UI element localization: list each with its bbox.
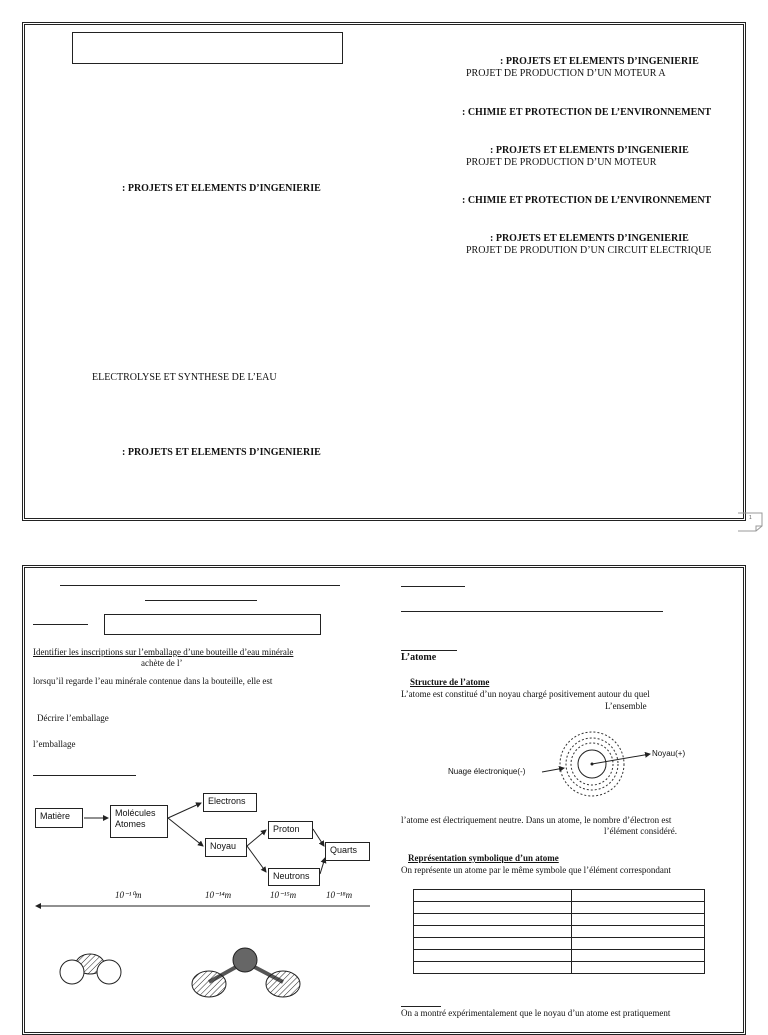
molecule-h2o-small-icon [55,950,125,990]
atome-title: L’atome [401,652,437,663]
right-header-line-1 [401,586,465,587]
table-cell [414,890,572,902]
noyau-label: Noyau(+) [652,749,686,758]
table-cell [414,926,572,938]
instruction-line-1 [33,647,293,657]
neutral-text-2: l’élément considéré. [604,826,677,836]
node-noyau: Noyau [205,838,247,857]
header-line-2 [145,600,257,601]
bottom-text: On a montré expérimentalement que le noyau d’un atome est pratiquement [401,1008,671,1018]
right-sub-3: PROJET DE PRODUCTION D’UN MOTEUR [466,157,657,168]
table-cell [414,914,572,926]
emballage-text: l’emballage [33,739,76,749]
node-atomes-label: Atomes [115,819,146,829]
right-heading-5: : PROJETS ET ELEMENTS D’INGENIERIE [490,233,689,244]
instruction-line-1-text: Identifier les inscriptions sur l’emballage d’une bouteille d’eau minérale [33,647,294,657]
nuage-label: Nuage électronique(-) [448,767,526,776]
structure-text: L’atome est constitué d’un noyau chargé positivement autour du quel [401,689,650,699]
table-cell [572,902,705,914]
scale-label-3: 10⁻¹⁵m [270,890,297,900]
table-cell [414,950,572,962]
neutral-text-1: l’atome est électriquement neutre. Dans un atome, le nombre d’électron est [401,815,672,825]
table-cell [572,938,705,950]
left-heading-2: : PROJETS ET ELEMENTS D’INGENIERIE [122,447,321,458]
right-heading-3: : PROJETS ET ELEMENTS D’INGENIERIE [490,145,689,156]
right-heading-1: : PROJETS ET ELEMENTS D’INGENIERIE [500,56,699,67]
atome-title-rule [401,650,457,651]
node-molecules-atomes [110,805,168,838]
node-proton: Proton [268,821,313,839]
table-cell [414,962,572,974]
header-line-3 [33,624,88,625]
scale-label-2: 10⁻¹⁴m [205,890,232,900]
right-header-line-2 [401,611,663,612]
node-neutrons: Neutrons [268,868,320,886]
node-matiere: Matière [35,808,83,828]
table-cell [414,902,572,914]
node-electrons: Electrons [203,793,257,812]
section-line [33,775,136,776]
table-row [414,938,705,950]
table-cell [572,890,705,902]
right-sub-1: PROJET DE PRODUCTION D’UN MOTEUR A [466,68,666,79]
table-cell [414,938,572,950]
ensemble-text: L’ensemble [605,701,647,711]
repr-text: On représente un atome par le même symbole que l’élément correspondant [401,865,671,875]
table-row [414,890,705,902]
table-row [414,902,705,914]
atom-diagram [440,730,710,800]
scale-label-4: 10⁻¹⁸m [326,890,353,900]
repr-heading: Représentation symbolique d’un atome [408,853,559,863]
table-cell [572,914,705,926]
electrolyse-text: ELECTROLYSE ET SYNTHESE DE L’EAU [92,372,277,383]
table-row [414,962,705,974]
table-cell [572,950,705,962]
title-box-empty [72,32,343,64]
page-number: 1 [749,515,752,521]
table-row [414,914,705,926]
node-molecules-label: Molécules [115,808,156,818]
instruction-line-2: achète de l’ [141,658,183,668]
node-quarts: Quarts [325,842,370,861]
structure-heading: Structure de l’atome [410,677,490,687]
symbol-table [413,889,705,974]
instruction-line-3: lorsqu’il regarde l’eau minérale contenue dans la bouteille, elle est [33,676,273,686]
table-row [414,926,705,938]
header-line-1 [60,585,340,586]
bottom-text-rule [401,1006,441,1007]
left-heading-1: : PROJETS ET ELEMENTS D’INGENIERIE [122,183,321,194]
right-heading-4: : CHIMIE ET PROTECTION DE L’ENVIRONNEMENT [462,195,712,206]
right-heading-2: : CHIMIE ET PROTECTION DE L’ENVIRONNEMENT [462,107,712,118]
molecule-h2o-large-icon [185,942,305,1002]
answer-box-empty [104,614,321,635]
table-cell [572,926,705,938]
table-row [414,950,705,962]
decrire-text: Décrire l’emballage [37,713,109,723]
right-sub-5: PROJET DE PRODUTION D’UN CIRCUIT ELECTRIQUE [466,245,712,256]
table-cell [572,962,705,974]
scale-label-1: 10⁻¹⁰m [115,890,142,900]
